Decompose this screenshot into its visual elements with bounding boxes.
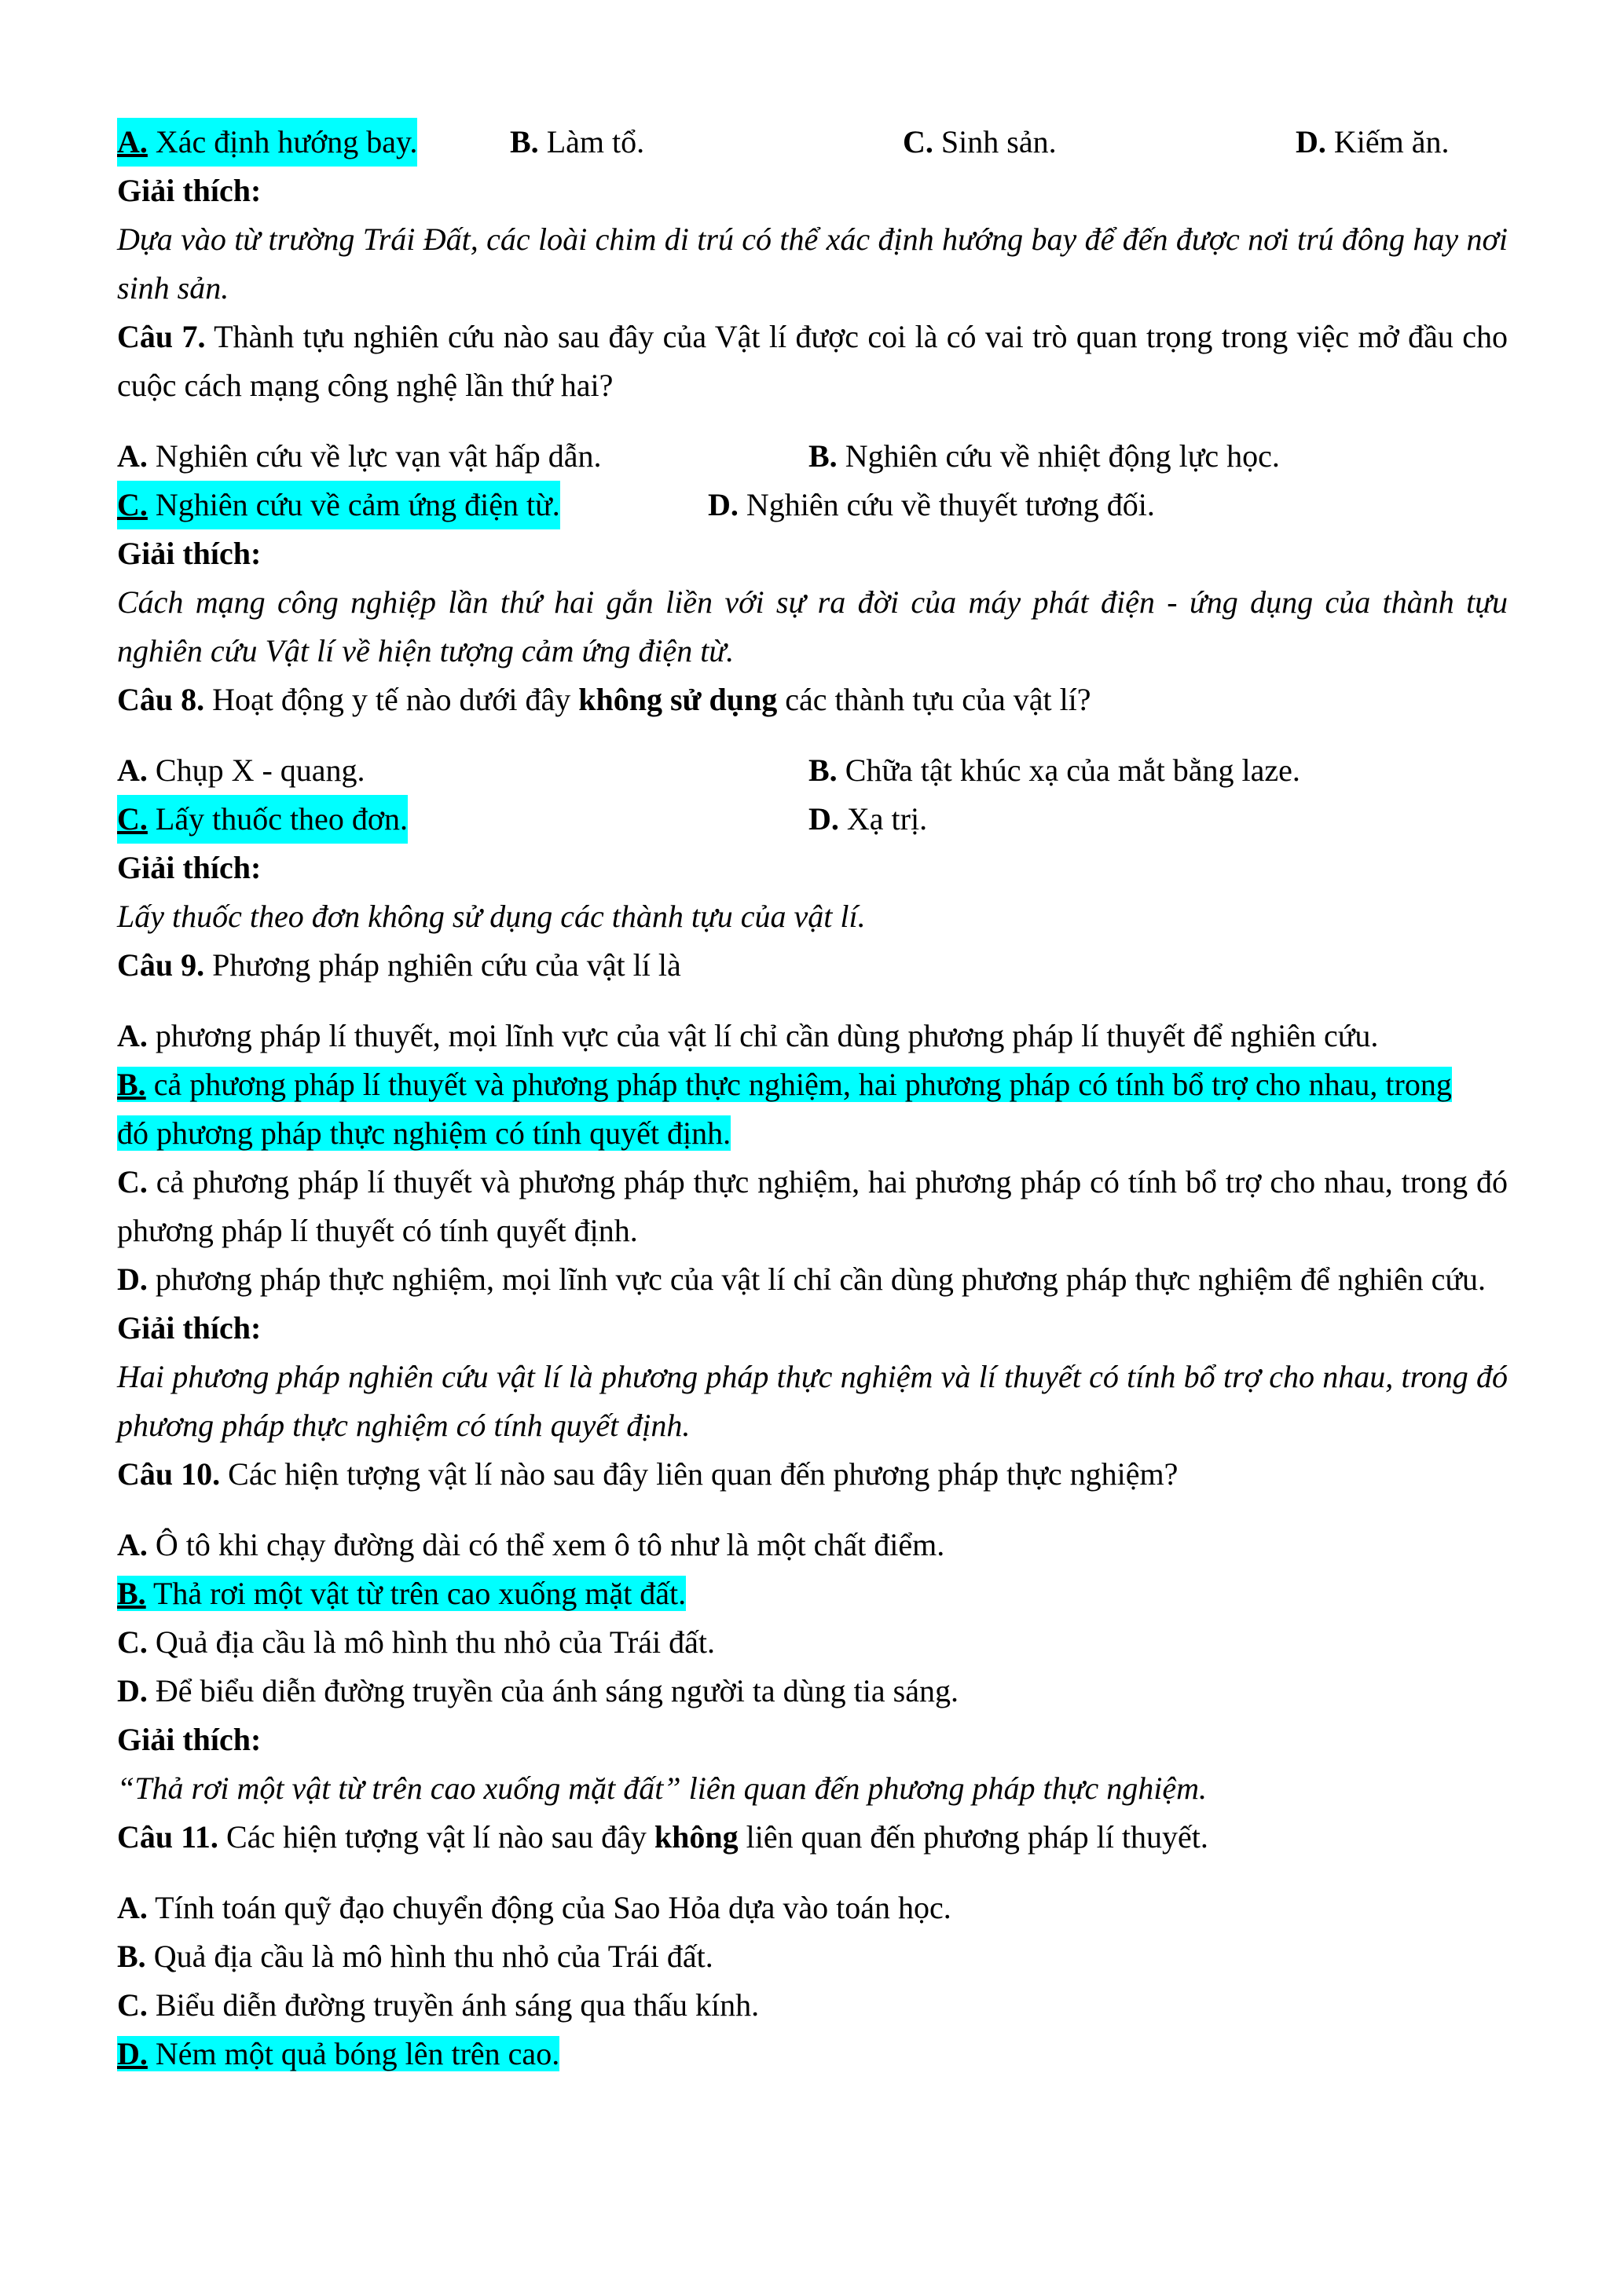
q9-explain-text: Hai phương pháp nghiên cứu vật lí là phương pháp thực nghiệm và lí thuyết có tính bổ trợ cho nhau, trong đó phương pháp thực nghiệm có tính quyết định. [117,1359,1508,1443]
q10-option-c: C. Quả địa cầu là mô hình thu nhỏ của Trái đất. [117,1624,715,1660]
q8-option-c: C. Lấy thuốc theo đơn. [117,795,408,844]
q7-options-row1 [117,432,1508,481]
q7-option-c: C. Nghiên cứu về cảm ứng điện từ. [117,481,560,529]
q10-question: Câu 10. Các hiện tượng vật lí nào sau đây liên quan đến phương pháp thực nghiệm? [117,1456,1179,1492]
q7-option-a: A. Nghiên cứu về lực vạn vật hấp dẫn. [117,438,602,474]
q11-question: Câu 11. Các hiện tượng vật lí nào sau đây không liên quan đến phương pháp lí thuyết. [117,1819,1208,1855]
q11-option-b: B. Quả địa cầu là mô hình thu nhỏ của Trái đất. [117,1939,713,1974]
q8-question: Câu 8. Hoạt động y tế nào dưới đây không sử dụng các thành tựu của vật lí? [117,682,1091,717]
q9-option-d: D. phương pháp thực nghiệm, mọi lĩnh vực của vật lí chỉ cần dùng phương pháp thực nghiệm để nghiên cứu. [117,1262,1487,1297]
q10-explain-text: “Thả rơi một vật từ trên cao xuống mặt đất” liên quan đến phương pháp thực nghiệm. [117,1771,1207,1806]
q8-options-row2 [117,795,1508,844]
q6-explain-label: Giải thích: [117,173,262,208]
q11-option-a: A. Tính toán quỹ đạo chuyển động của Sao Hỏa dựa vào toán học. [117,1890,951,1925]
q7-option-d: D. Nghiên cứu về thuyết tương đối. [708,487,1155,522]
q7-option-b: B. Nghiên cứu về nhiệt động lực học. [808,438,1280,474]
q10-option-b: B. Thả rơi một vật từ trên cao xuống mặt đất. [117,1576,687,1611]
q8-explain-text: Lấy thuốc theo đơn không sử dụng các thành tựu của vật lí. [117,899,866,934]
q9-option-b-line2: đó phương pháp thực nghiệm có tính quyết định. [117,1115,731,1151]
q11-option-c: C. Biểu diễn đường truyền ánh sáng qua thấu kính. [117,1987,760,2023]
q10-explain-label: Giải thích: [117,1722,262,1757]
q10-option-d: D. Để biểu diễn đường truyền của ánh sáng người ta dùng tia sáng. [117,1673,959,1708]
q7-explain-text: Cách mạng công nghiệp lần thứ hai gắn liền với sự ra đời của máy phát điện - ứng dụng của thành tựu nghiên cứu Vật lí về hiện tượng cảm ứng điện từ. [117,584,1508,668]
q9-option-a: A. phương pháp lí thuyết, mọi lĩnh vực của vật lí chỉ cần dùng phương pháp lí thuyết để nghiên cứu. [117,1018,1379,1053]
q7-options-row2 [117,481,1508,529]
document-page [117,118,1508,2078]
q6-option-d: D. Kiếm ăn. [1296,124,1450,159]
q10-option-a: A. Ô tô khi chạy đường dài có thể xem ô tô như là một chất điểm. [117,1527,945,1562]
q6-options [117,118,1508,167]
q11-option-d: D. Ném một quả bóng lên trên cao. [117,2036,560,2071]
q9-option-b-line1: B. cả phương pháp lí thuyết và phương pháp thực nghiệm, hai phương pháp có tính bổ trợ cho nhau, trong [117,1067,1452,1102]
q8-option-d: D. Xạ trị. [808,801,928,837]
q8-option-b: B. Chữa tật khúc xạ của mắt bằng laze. [808,753,1300,788]
q9-question: Câu 9. Phương pháp nghiên cứu của vật lí là [117,947,681,983]
q6-option-b: B. Làm tổ. [510,124,645,159]
q6-explain-text: Dựa vào từ trường Trái Đất, các loài chim di trú có thể xác định hướng bay để đến được nơi trú đông hay nơi sinh sản. [117,222,1508,306]
q9-option-c: C. cả phương pháp lí thuyết và phương pháp thực nghiệm, hai phương pháp có tính bổ trợ cho nhau, trong đó phương pháp lí thuyết có tính quyết định. [117,1164,1508,1248]
q7-explain-label: Giải thích: [117,536,262,571]
q6-option-c: C. Sinh sản. [903,124,1057,159]
q8-options-row1 [117,746,1508,795]
q9-explain-label: Giải thích: [117,1310,262,1346]
q8-option-a: A. Chụp X - quang. [117,753,365,788]
q7-question: Câu 7. Thành tựu nghiên cứu nào sau đây của Vật lí được coi là có vai trò quan trọng trong việc mở đầu cho cuộc cách mạng công nghệ lần thứ hai? [117,319,1508,403]
q6-option-a: A. Xác định hướng bay. [117,118,417,167]
q8-explain-label: Giải thích: [117,850,262,885]
